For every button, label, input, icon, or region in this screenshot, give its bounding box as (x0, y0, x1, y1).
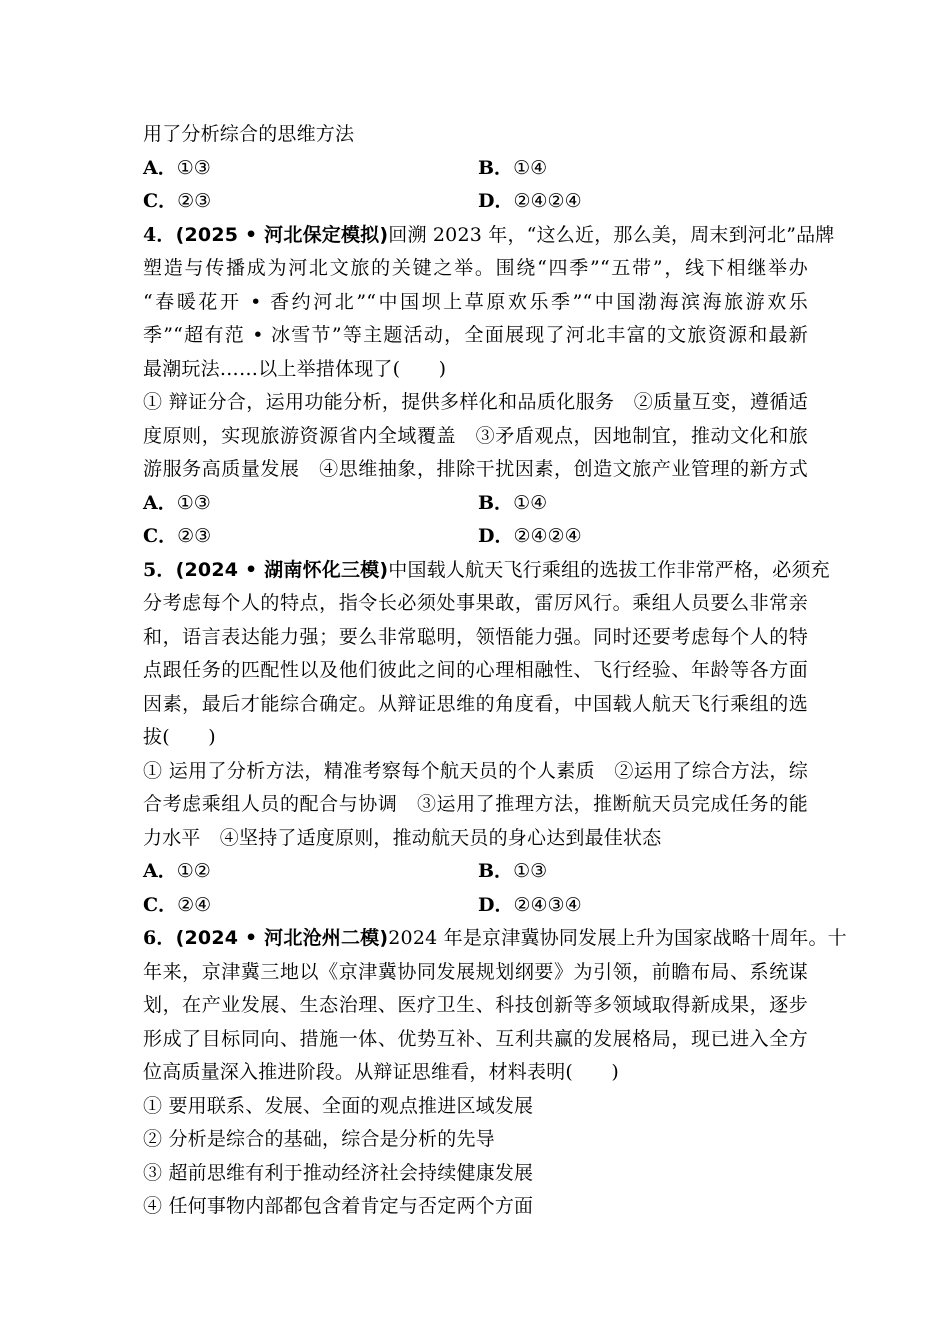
question-stem-line: 4．(2025 • 河北保定模拟)回溯 2023 年，“这么近，那么美，周末到河北”品牌 (143, 223, 835, 246)
statement-line: 度原则，实现旅游资源省内全域覆盖 ③矛盾观点，因地制宜，推动文化和旅 (143, 424, 808, 447)
option-b[interactable]: B．①④ (478, 156, 548, 179)
option-d[interactable]: D．②④③④ (478, 893, 582, 916)
question-5 (143, 554, 830, 923)
option-b[interactable]: B．①④ (478, 491, 548, 514)
question-stem-line: 6．(2024 • 河北沧州二模)2024 年是京津冀协同发展上升为国家战略十周年。十 (143, 927, 847, 949)
options-row (143, 520, 808, 554)
question-stem-line: 因素，最后才能综合确定。从辩证思维的角度看，中国载人航天飞行乘组的选 (143, 692, 808, 715)
question-stem-line: 形成了目标同向、措施一体、优势互补、互利共赢的发展格局，现已进入全方 (143, 1027, 808, 1050)
question-stem-line: 划，在产业发展、生态治理、医疗卫生、科技创新等多领域取得新成果，逐步 (143, 994, 808, 1016)
option-a[interactable]: A．①③ (143, 491, 211, 514)
statement-line: ① 运用了分析方法，精准考察每个航天员的个人素质 ②运用了综合方法，综 (143, 759, 808, 782)
option-b[interactable]: B．①③ (478, 860, 548, 882)
question-stem-line: 年来，京津冀三地以《京津冀协同发展规划纲要》为引领，前瞻布局、系统谋 (143, 960, 808, 983)
question-stem-line: 点跟任务的匹配性以及他们彼此之间的心理相融性、飞行经验、年龄等各方面 (143, 659, 808, 681)
question-stem-line: 用了分析综合的思维方法 (143, 123, 355, 145)
question-source: (2024 • 湖南怀化三模) (175, 558, 389, 581)
prev-question (143, 118, 808, 219)
options-row (143, 185, 808, 219)
options-row (143, 152, 808, 186)
statement-line: ④ 任何事物内部都包含着肯定与否定两个方面 (143, 1195, 534, 1217)
question-stem-line: 分考虑每个人的特点，指令长必须处事果敢，雷厉风行。乘组人员要么非常亲 (143, 592, 808, 614)
question-stem-line: 位高质量深入推进阶段。从辩证思维看，材料表明( ) (143, 1061, 620, 1083)
options-row (143, 855, 808, 889)
options-row (143, 487, 808, 521)
document-page (143, 118, 847, 1224)
question-number: 4． (143, 223, 176, 246)
option-d[interactable]: D．②④②④ (478, 190, 582, 212)
question-number: 6． (143, 927, 176, 949)
options-row (143, 889, 808, 923)
statement-line: ③ 超前思维有利于推动经济社会持续健康发展 (143, 1161, 534, 1184)
statement-line: ① 要用联系、发展、全面的观点推进区域发展 (143, 1094, 534, 1117)
option-a[interactable]: A．①② (143, 860, 211, 882)
question-source: (2025 • 河北保定模拟) (175, 223, 389, 246)
question-stem-line: 和，语言表达能力强；要么非常聪明，领悟能力强。同时还要考虑每个人的特 (143, 625, 808, 648)
statement-line: 合考虑乘组人员的配合与协调 ③运用了推理方法，推断航天员完成任务的能 (143, 793, 808, 815)
question-source: (2024 • 河北沧州二模) (175, 927, 389, 949)
question-stem-line: 塑造与传播成为河北文旅的关键之举。围绕“四季”“五带”，线下相继举办 (143, 257, 808, 279)
statement-line: 游服务高质量发展 ④思维抽象，排除干扰因素，创造文旅产业管理的新方式 (143, 458, 808, 480)
option-c[interactable]: C．②④ (143, 893, 212, 916)
statement-line: 力水平 ④坚持了适度原则，推动航天员的身心达到最佳状态 (143, 826, 662, 849)
option-a[interactable]: A．①③ (143, 156, 211, 179)
statement-line: ① 辩证分合，运用功能分析，提供多样化和品质化服务 ②质量互变，遵循适 (143, 391, 808, 413)
question-4 (143, 219, 835, 554)
question-6 (143, 922, 847, 1224)
option-c[interactable]: C．②③ (143, 525, 212, 547)
question-stem-line: “春暖花开 • 香约河北”“中国坝上草原欢乐季”“中国渤海滨海旅游欢乐 (143, 290, 808, 313)
question-stem-line: 拔( ) (143, 726, 216, 748)
question-stem-line: 最潮玩法……以上举措体现了( ) (143, 357, 447, 380)
statement-line: ② 分析是综合的基础，综合是分析的先导 (143, 1128, 495, 1150)
option-d[interactable]: D．②④②④ (478, 525, 582, 547)
question-stem-line: 5．(2024 • 湖南怀化三模)中国载人航天飞行乘组的选拔工作非常严格，必须充 (143, 558, 830, 581)
question-number: 5． (143, 558, 176, 581)
question-stem-line: 季”“超有范 • 冰雪节”等主题活动，全面展现了河北丰富的文旅资源和最新 (143, 324, 808, 346)
option-c[interactable]: C．②③ (143, 190, 212, 212)
